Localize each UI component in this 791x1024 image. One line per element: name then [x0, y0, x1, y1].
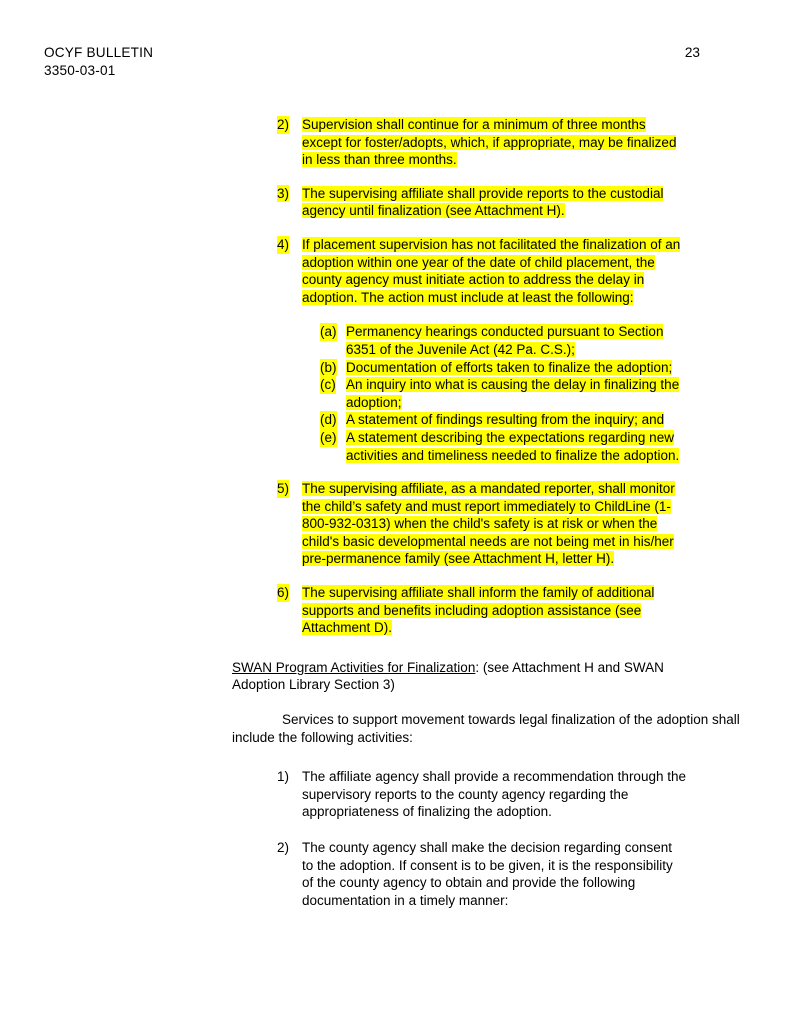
list-item — [277, 584, 740, 637]
text-line — [346, 411, 740, 429]
document-identifier — [44, 44, 153, 79]
highlighted-text: The supervising affiliate, as a mandated reporter, shall monitor — [302, 481, 675, 497]
body-text: supervisory reports to the county agency regarding the — [302, 786, 629, 802]
highlighted-text: Permanency hearings conducted pursuant to Section — [346, 324, 664, 340]
text-line — [302, 892, 740, 910]
list-item — [277, 480, 740, 568]
body-text: The county agency shall make the decision regarding consent — [302, 840, 672, 855]
highlighted-text: A statement describing the expectations regarding new — [346, 429, 674, 445]
highlighted-text: An inquiry into what is causing the delay in finalizing the — [346, 377, 680, 393]
services-paragraph-line2: adoption shall include the following activities: — [232, 712, 740, 745]
body-text: appropriateness of finalizing the adoption. — [302, 804, 552, 820]
highlighted-text: Supervision shall continue for a minimum of three months — [302, 117, 646, 132]
sub-list-item — [320, 411, 740, 429]
body-text: of the county agency to obtain and provide the following — [302, 875, 636, 891]
page-content — [0, 116, 791, 909]
document-number: 3350-03-01 — [44, 62, 116, 78]
list-item — [277, 236, 740, 464]
sub-list-item — [320, 376, 740, 411]
text-line — [346, 447, 740, 465]
highlighted-text: Documentation of efforts taken to finalize the adoption; — [346, 359, 673, 375]
text-line — [302, 857, 740, 875]
swan-heading-line2: Adoption Library Section 3) — [232, 677, 395, 693]
services-paragraph — [232, 711, 740, 746]
text-line — [346, 323, 740, 341]
highlighted-text: in less than three months. — [302, 152, 457, 168]
list-marker: 1) — [277, 769, 290, 785]
highlighted-text: The supervising affiliate shall provide reports to the custodial — [302, 185, 664, 201]
text-line — [302, 874, 740, 892]
swan-heading-underlined: SWAN Program Activities for Finalization — [232, 659, 476, 675]
text-line — [302, 768, 740, 786]
page-number: 23 — [684, 45, 700, 60]
text-line — [302, 839, 740, 857]
swan-heading-rest: : (see Attachment H and SWAN — [475, 659, 664, 675]
list-marker: 2) — [277, 117, 290, 132]
sub-list-item — [320, 429, 740, 464]
finalization-activities-list — [0, 768, 791, 909]
text-line — [346, 429, 740, 447]
list-marker: 4) — [277, 236, 290, 252]
list-item — [277, 839, 740, 909]
list-item — [277, 116, 740, 169]
page-header — [44, 44, 747, 88]
body-text: documentation in a timely manner: — [302, 892, 509, 908]
sub-list-marker: (e) — [320, 429, 337, 445]
highlighted-text: adoption. The action must include at least the following: — [302, 289, 634, 305]
text-line — [302, 271, 740, 289]
highlighted-text: agency until finalization (see Attachment H). — [302, 203, 565, 219]
text-line — [346, 394, 740, 412]
highlighted-text: except for foster/adopts, which, if appropriate, may be finalized — [302, 134, 677, 150]
list-marker: 6) — [277, 585, 290, 601]
highlighted-text: supports and benefits including adoption assistance (see — [302, 602, 642, 618]
placement-supervision-list — [0, 116, 791, 637]
list-item — [277, 768, 740, 821]
text-line — [302, 602, 740, 620]
text-line — [346, 376, 740, 394]
sub-item-list — [302, 323, 740, 464]
text-line — [302, 202, 740, 220]
services-paragraph-line1: Services to support movement towards legal finalization of the — [282, 712, 653, 728]
text-line — [302, 254, 740, 272]
highlighted-text: pre-permanence family (see Attachment H, letter H). — [302, 551, 615, 567]
text-line — [302, 480, 740, 498]
body-text: The affiliate agency shall provide a recommendation through the — [302, 769, 686, 785]
sub-list-item — [320, 359, 740, 377]
highlighted-text: Attachment D). — [302, 620, 393, 636]
list-marker: 2) — [277, 840, 290, 855]
text-line — [302, 185, 740, 203]
highlighted-text: 800-932-0313) when the child's safety is at risk or when the — [302, 516, 658, 532]
text-line — [302, 584, 740, 602]
text-line — [302, 116, 740, 134]
text-line — [302, 786, 740, 804]
highlighted-text: adoption; — [346, 394, 402, 410]
sub-list-marker: (a) — [320, 324, 337, 340]
highlighted-text: county agency must initiate action to address the delay in — [302, 272, 645, 288]
text-line — [302, 236, 740, 254]
body-text: to the adoption. If consent is to be given, it is the responsibility — [302, 857, 673, 873]
text-line — [346, 359, 740, 377]
highlighted-text: adoption within one year of the date of child placement, the — [302, 254, 655, 270]
text-line — [302, 289, 740, 307]
text-line — [302, 803, 740, 821]
list-marker: 5) — [277, 481, 290, 497]
sub-list-marker: (c) — [320, 377, 336, 393]
sub-list-marker: (b) — [320, 359, 337, 375]
text-line — [302, 134, 740, 152]
sub-list-marker: (d) — [320, 412, 337, 428]
highlighted-text: A statement of findings resulting from the inquiry; and — [346, 412, 665, 428]
highlighted-text: the child’s safety and must report immediately to ChildLine (1- — [302, 498, 671, 514]
highlighted-text: child's basic developmental needs are not being met in his/her — [302, 533, 674, 549]
swan-section-heading — [232, 659, 740, 694]
list-item — [277, 185, 740, 220]
highlighted-text: 6351 of the Juvenile Act (42 Pa. C.S.); — [346, 341, 575, 357]
text-line — [302, 498, 740, 516]
highlighted-text: The supervising affiliate shall inform the family of additional — [302, 585, 655, 601]
text-line — [302, 550, 740, 568]
text-line — [346, 341, 740, 359]
text-line — [302, 533, 740, 551]
highlighted-text: activities and timeliness needed to finalize the adoption. — [346, 447, 680, 463]
list-marker: 3) — [277, 185, 290, 201]
sub-list-item — [320, 323, 740, 358]
document-title: OCYF BULLETIN — [44, 45, 154, 60]
text-line — [302, 515, 740, 533]
text-line — [302, 151, 740, 169]
text-line — [302, 619, 740, 637]
highlighted-text: If placement supervision has not facilitated the finalization of an — [302, 236, 681, 252]
